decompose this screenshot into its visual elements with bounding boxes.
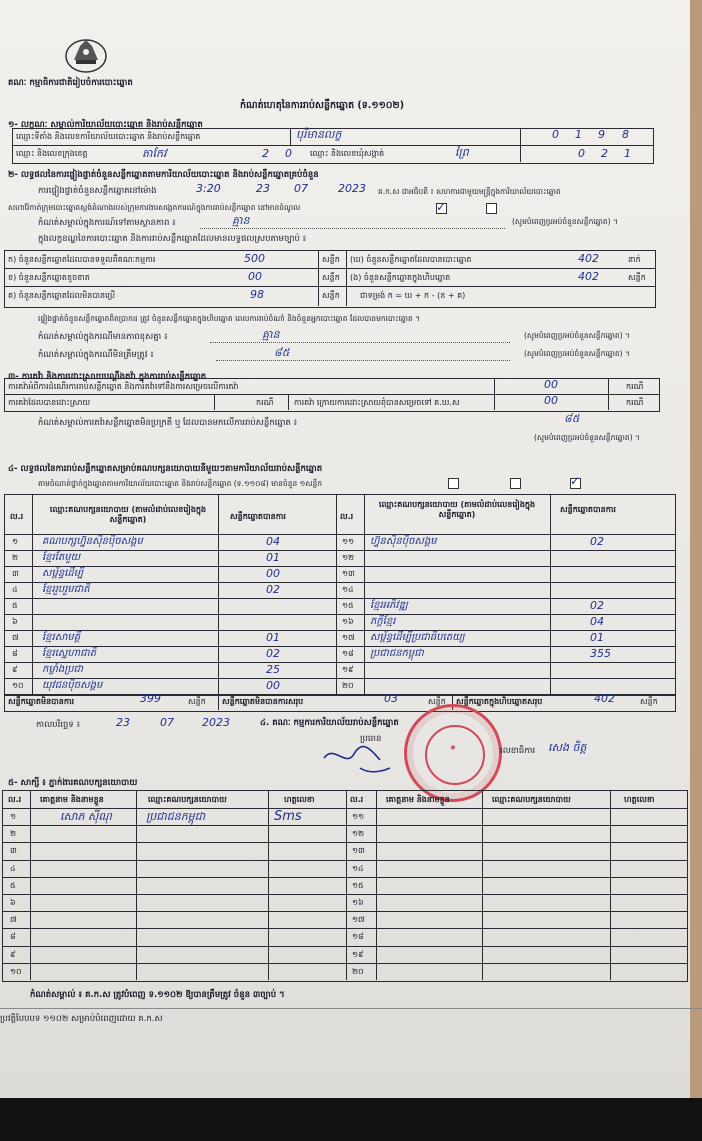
section1-code-b3: 1 — [624, 147, 631, 160]
s5-right-row-no: ២០ — [352, 967, 364, 976]
s4-right-row-party: ហ្វ៊ុនស៊ិនប៉ិចសង្គម — [370, 536, 437, 547]
section3-total-suffix: (សូមបំពេញប្រអប់ចំនួនសន្លឹកឆ្នោត) ។ — [534, 433, 640, 442]
s2-row2-value: 00 — [248, 270, 262, 283]
s5-right-row-no: ១៧ — [352, 915, 365, 924]
s4-right-row-no: ១៣ — [342, 569, 355, 578]
s4-right-row-no: ១៤ — [342, 585, 354, 594]
s5-left-row-no: ៨ — [10, 932, 16, 941]
section2-line1-suffix: គ.ក.ស ជាអធិបតី ៖ សហការជាមួយមន្ត្រីក្នុងការិយាល័យបោះឆ្នោត — [378, 187, 561, 196]
s5-right-row-no: ១៥ — [352, 881, 364, 890]
s4-sum-value-c: 402 — [594, 692, 615, 705]
s5-col-no-right: ល.រ — [350, 795, 364, 804]
s2-row3-unit: សន្លឹក — [322, 291, 340, 300]
section1-row2-num: 2 — [262, 147, 269, 160]
s4-sum-unit-a: សន្លឹក — [188, 697, 206, 706]
s4-right-row-votes: 02 — [590, 599, 604, 612]
count-date-year: 2023 — [338, 182, 366, 195]
s5-left-row-no: ៣ — [10, 846, 17, 855]
s4-date-d: 23 — [116, 716, 130, 729]
s4-left-row-no: ៧ — [12, 633, 19, 642]
checkbox-sheet-1[interactable] — [448, 478, 459, 489]
section2-fill-note-1: (សូមបំពេញប្រអប់ចំនួនសន្លឹកឆ្នោត) ។ — [524, 331, 630, 340]
section1-code-b1: 0 — [578, 147, 585, 160]
section2-note: ផ្ទៀងផ្ទាត់ចំនួនសន្លឹកឆ្នោតពិតប្រាកដ ត្រូវ ចំនួនសន្លឹកឆ្នោតក្នុងហិបឆ្នោត ពេលការរាប់ចំណាំ និងចំនួនអ្នកបោះឆ្នោត ដែលបានមកបោះឆ្នោត ។ — [38, 314, 421, 323]
s3-row1-value: 00 — [544, 378, 558, 391]
s3-row1-unit: ករណី — [626, 382, 644, 391]
section2-line1-prefix: ការផ្ទៀងផ្ទាត់ចំនួនសន្លឹកឆ្នោតនៅម៉ោង — [38, 186, 157, 196]
section1-row2-num2: 0 — [285, 147, 292, 160]
s5-left-row-no: ១០ — [10, 967, 22, 976]
s4-left-row-party: យុវជនប៉ិចសង្គម — [42, 680, 103, 691]
s4-right-row-votes: 02 — [590, 535, 604, 548]
section2-bullet2-label: កំណត់សម្គាល់ក្នុងករណីមិនត្រឹមត្រូវ ៖ — [38, 350, 154, 360]
s4-left-row-votes: 02 — [266, 647, 280, 660]
s4-left-row-no: ៦ — [12, 617, 18, 626]
section1-row2-value-a: តាកែវ — [142, 147, 167, 160]
s4-secretary-signature: សេង ចិត្ត — [548, 741, 587, 754]
s4-left-row-votes: 01 — [266, 551, 280, 564]
s4-col-no-right: ល.រ — [340, 512, 354, 521]
s4-right-row-party: ភក្តីខ្មែរ — [370, 616, 396, 627]
s2-row2-right-label: (ង) ចំនួនសន្លឹកឆ្នោតក្នុងហិបឆ្នោត — [350, 273, 451, 282]
section1-code-1: 0 — [552, 128, 559, 141]
section1-row1-label: ឈ្មោះទីតាំង និងលេខការិយាល័យបោះឆ្នោត និងរាប់សន្លឹកឆ្នោត — [16, 132, 201, 141]
s5-right-row-no: ១៣ — [352, 846, 365, 855]
s4-left-row-no: ៨ — [12, 649, 18, 658]
s4-right-row-party: ប្រជាជនកម្ពុជា — [370, 648, 424, 659]
s3-row2-label: ការតវ៉ាដែលបានដោះស្រាយ — [8, 398, 91, 407]
s2-row2-key: ខ) ចំនួនសន្លឹកឆ្នោតខូចខាត — [8, 273, 90, 282]
s5-left-row-no: ៦ — [10, 898, 16, 907]
s5-col-sign-left: ហត្ថលេខា — [284, 795, 315, 804]
s4-left-row-no: ៩ — [12, 665, 18, 674]
section2-line3-suffix: (សូមបំពេញប្រអប់ចំនួនសន្លឹកឆ្នោត) ។ — [512, 217, 618, 226]
section5-title: ៥- សាក្សី ៖ ភ្នាក់ងារគណបក្សនយោបាយ — [8, 778, 138, 788]
s5-right-row-no: ១៤ — [352, 864, 364, 873]
s4-right-row-no: ១២ — [342, 553, 355, 562]
s4-sum-label-c: សន្លឹកឆ្នោតក្នុងហិបឆ្នោតសរុប — [456, 697, 543, 706]
s4-right-row-no: ១៦ — [342, 617, 354, 626]
count-date-month: 07 — [294, 182, 308, 195]
s4-left-row-votes: 00 — [266, 679, 280, 692]
s4-left-row-party: សម្ព័ន្ធដើម្បី — [42, 568, 84, 579]
section4-summary-row — [4, 694, 676, 712]
s4-left-row-votes: 02 — [266, 583, 280, 596]
check-mark-icon-2: ✓ — [570, 474, 581, 488]
s4-col-votes-left: សន្លឹកឆ្នោតបានការ — [230, 512, 286, 521]
checkbox-no[interactable] — [486, 203, 497, 214]
s4-left-row-party: ខ្មែររួបរួមជាតិ — [42, 584, 90, 595]
s2-row3-key: គ) ចំនួនសន្លឹកឆ្នោតដែលមិនបានប្រើ — [8, 291, 116, 300]
section2-fill-note-2: (សូមបំពេញប្រអប់ចំនួនសន្លឹកឆ្នោត) ។ — [524, 349, 630, 358]
s5-left-row-no: ៩ — [10, 950, 16, 959]
s4-right-row-no: ១៧ — [342, 633, 355, 642]
s4-left-row-party: កម្លាំងប្រជា — [42, 664, 84, 675]
section5-bottom-note: ប្រវត្តិបែបបទ ១១០២ សម្រាប់បំពេញដោយ គ.ក.ស — [0, 1014, 163, 1024]
institution-name: គណៈ កម្មាធិការជាតិរៀបចំការបោះឆ្នោត — [8, 78, 133, 88]
s4-left-row-party: ខ្មែរស្នេហាជាតិ — [42, 648, 96, 659]
section2-bullet2-value: ៨៥ — [274, 346, 290, 359]
s5-left-row-no: ៥ — [10, 881, 16, 890]
s5-row1-sign: Sms — [274, 809, 302, 824]
s4-right-row-no: ១៨ — [342, 649, 354, 658]
s2-row2-unit: សន្លឹក — [322, 273, 340, 282]
s4-left-row-party: ខ្មែរសាមគ្គី — [42, 632, 81, 643]
s4-left-row-no: ១០ — [12, 681, 24, 690]
nec-logo-icon — [64, 34, 108, 74]
s5-col-name-right: គោត្តនាម និងនាមខ្លួន — [386, 795, 450, 804]
section1-row2-label-b: ឈ្មោះ និងលេខឃុំសង្កាត់ — [310, 149, 385, 158]
s4-committee-label: ៤. គណៈ កម្មការការិយាល័យរាប់សន្លឹកឆ្នោត — [260, 718, 399, 728]
s4-col-no-left: ល.រ — [10, 512, 24, 521]
s5-right-row-no: ១១ — [352, 812, 365, 821]
s5-col-name-left: គោត្តនាម និងនាមខ្លួន — [40, 795, 104, 804]
s5-row1-name: សោភ ស៊ីណុ — [60, 810, 112, 823]
s4-sum-unit-b: សន្លឹក — [428, 697, 446, 706]
s5-col-party-left: ឈ្មោះគណបក្សនយោបាយ — [148, 795, 227, 804]
s4-left-row-votes: 01 — [266, 631, 280, 644]
section2-line4: ក្នុងលក្ខខណ្ឌនៃការបោះឆ្នោត និងការរាប់សន្លឹកឆ្នោតដែលមានលទ្ធផលស្របតាមច្បាប់ ៖ — [38, 234, 307, 244]
s3-row1-label: ការតវ៉ាអំពីការដំណើរការរាប់សន្លឹកឆ្នោត និងការតវ៉ាទៅនឹងការសម្រេចលើការតវ៉ា — [8, 382, 239, 391]
s4-left-row-no: ២ — [12, 553, 19, 562]
section2-line2: សហារ៉ែកាត់ក្រុមបោះឆ្នោតស្តង់តំណាងរបស់ក្រុមការងារសង្កេតការណ៍ក្នុងការរាប់សន្លឹកឆ្នោត នៅមានចំណូល — [8, 203, 301, 212]
s4-right-row-votes: 04 — [590, 615, 604, 628]
s4-left-row-no: ៣ — [12, 569, 19, 578]
s3-row2-value: 00 — [544, 394, 558, 407]
s2-row1-unit: សន្លឹក — [322, 255, 340, 264]
section1-code-2: 1 — [575, 128, 582, 141]
s4-left-row-no: ៤ — [12, 585, 18, 594]
count-time: 3:20 — [196, 182, 221, 195]
section2-bullet1-value: គ្មាន — [262, 328, 280, 341]
s2-row1-right-unit: នាក់ — [628, 255, 641, 264]
section5-footer-note: កំណត់សម្គាល់ ៖ គ.ក.ស ត្រូវបំពេញ ទ.១១០២ ឱ្យបានត្រឹមត្រូវ ចំនួន ៣ច្បាប់ ។ — [30, 990, 285, 1000]
count-date-day: 23 — [256, 182, 270, 195]
chair-signature — [320, 738, 400, 782]
s4-left-row-votes: 25 — [266, 663, 280, 676]
s4-sum-label-a: សន្លឹកឆ្នោតមិនបានការ — [8, 697, 75, 706]
s5-right-row-no: ១៦ — [352, 898, 364, 907]
section2-line3-label: កំណត់សម្គាល់ក្នុងការណ៍ទៅតាមស្ថានភាព ៖ — [38, 218, 176, 228]
section2-line3-value: គ្មាន — [232, 214, 250, 227]
s5-left-row-no: ១ — [10, 812, 17, 821]
s4-date-m: 07 — [160, 716, 174, 729]
section4-title: ៤- លទ្ធផលនៃការរាប់សន្លឹកឆ្នោតសម្រាប់គណបក្សនយោបាយនីមួយៗតាមការិយាល័យរាប់សន្លឹកឆ្នោត — [8, 464, 323, 474]
s5-left-row-no: ២ — [10, 829, 17, 838]
s5-left-row-no: ៧ — [10, 915, 17, 924]
section3-total-label: កំណត់សម្គាល់ការតវ៉ាសន្លឹកឆ្នោតមិនប្រក្រតី ឬ ដែលបានមកលើការរាប់សន្លឹកឆ្នោត ៖ — [38, 418, 298, 428]
section1-row2-label-a: ឈ្មោះ និងលេខក្រុងខេត្ត — [16, 149, 88, 158]
s4-right-row-party: សម្ព័ន្ធដើម្បីប្រជាធិបតេយ្យ — [370, 632, 465, 643]
s4-left-row-party: គណបក្សហ្វ៊ុនស៊ិនប៉ិចសង្គម — [42, 536, 143, 547]
s4-right-row-no: ១១ — [342, 537, 355, 546]
s4-sum-value-b: 03 — [384, 692, 398, 705]
s4-right-row-no: ១៩ — [342, 665, 354, 674]
s5-left-row-no: ៤ — [10, 864, 16, 873]
s4-right-row-party: ខ្មែរអភិវឌ្ឍ — [370, 600, 408, 611]
section1-row2-value-b: ព្រៃ — [455, 146, 469, 159]
s2-row2-right-value: 402 — [578, 270, 599, 283]
s3-row2-unit: ករណី — [256, 398, 274, 407]
s4-left-row-no: ៥ — [12, 601, 18, 610]
s4-left-row-votes: 04 — [266, 535, 280, 548]
s2-row1-key: ក) ចំនួនសន្លឹកឆ្នោតដែលបានទទួលពីគណៈកម្មការ — [8, 255, 156, 264]
s4-sum-unit-c: សន្លឹក — [640, 697, 658, 706]
s4-col-party-right: ឈ្មោះគណបក្សនយោបាយ (តាមលំដាប់លេខរៀងក្នុងសន្លឹកឆ្នោត) — [378, 500, 536, 519]
table-edge — [690, 0, 702, 1098]
section2-bullet1-label: កំណត់សម្គាល់ក្នុងករណីមានភាពខុសគ្នា ៖ — [38, 332, 168, 342]
s4-col-votes-right: សន្លឹកឆ្នោតបានការ — [560, 505, 616, 514]
s5-col-sign-right: ហត្ថលេខា — [624, 795, 655, 804]
s4-left-row-party: ខ្មែរតែមួយ — [42, 552, 81, 563]
s2-row1-value: 500 — [244, 252, 265, 265]
section1-code-b2: 2 — [601, 147, 608, 160]
section3-title: ៣- ការតវ៉ា និងការដោះស្រាយបណ្ដឹងតវ៉ា ក្នុងការរាប់សន្លឹកឆ្នោត — [8, 372, 207, 382]
s5-right-row-no: ១២ — [352, 829, 365, 838]
s2-row2-right-unit: សន្លឹក — [628, 273, 646, 282]
s4-secretary-label: លេខាធិការ — [500, 746, 536, 756]
s2-row1-right-label: (ឃ) ចំនួនសន្លឹកឆ្នោតដែលបានបោះឆ្នោត — [350, 255, 472, 264]
s5-right-row-no: ១៨ — [352, 932, 364, 941]
official-stamp: ★ — [404, 704, 502, 802]
section1-code-4: 8 — [622, 128, 629, 141]
s4-right-row-no: ១៥ — [342, 601, 354, 610]
s4-right-row-votes: 01 — [590, 631, 604, 644]
section1-title: ១- លក្ខណៈ សម្គាល់ការិយាល័យបោះឆ្នោត និងរាប់សន្លឹកឆ្នោត — [8, 120, 203, 130]
section4-subtitle: តាមចំណាត់ថ្នាក់ក្នុងឆ្នោតតាមការិយាល័យបោះឆ្នោត និងរាប់សន្លឹកឆ្នោត (ទ.១១០៨) មានចំនួន ១សន្លឹក — [38, 479, 323, 488]
s4-left-row-no: ១ — [12, 537, 19, 546]
check-mark-icon: ✓ — [436, 200, 447, 214]
s4-chair-label: ប្រធាន — [360, 734, 382, 744]
section1-row1-value: បុរីមានលក្ខ — [296, 128, 342, 141]
form-title: កំណត់ហេតុនៃការរាប់សន្លឹកឆ្នោត (ទ.១១០២) — [240, 100, 405, 111]
s4-left-row-votes: 00 — [266, 567, 280, 580]
s3-row2-mid: ការតវ៉ា ក្រោយការដោះស្រាយពុំបានសម្រេចទៅ គ.ឃ.ស — [294, 398, 460, 407]
s4-right-row-no: ២០ — [342, 681, 354, 690]
s2-row1-right-value: 402 — [578, 252, 599, 265]
s3-row2-unit2: ករណី — [626, 398, 644, 407]
s4-col-party-left: ឈ្មោះគណបក្សនយោបាយ (តាមលំដាប់លេខរៀងក្នុងសន្លឹកឆ្នោត) — [49, 505, 207, 524]
s4-right-row-votes: 355 — [590, 647, 611, 660]
s4-date-y: 2023 — [202, 716, 230, 729]
s4-sum-label-b: សន្លឹកឆ្នោតមិនបានការសរុប — [222, 697, 304, 706]
s5-col-no-left: ល.រ — [8, 795, 22, 804]
s2-row3-right-label: ជាទម្រង់ ក = ឃ + ក - (ខ + គ) — [360, 291, 466, 300]
s5-row1-party: ប្រជាជនកម្ពុជា — [146, 810, 206, 823]
section2-title: ២- លទ្ធផលនៃការផ្ទៀងផ្ទាត់ចំនួនសន្លឹកឆ្នោតតាមការិយាល័យបោះឆ្នោត និងរាប់សន្លឹកឆ្នោតគ្រប់ចំនួន — [8, 170, 319, 180]
section3-total-value: ៨៥ — [564, 412, 580, 425]
checkbox-sheet-2[interactable] — [510, 478, 521, 489]
s2-row3-value: 98 — [250, 288, 264, 301]
section1-code-3: 9 — [598, 128, 605, 141]
s5-right-row-no: ១៩ — [352, 950, 364, 959]
s4-date-label: កាលបរិច្ឆេទ ៖ — [36, 720, 81, 730]
s5-col-party-right: ឈ្មោះគណបក្សនយោបាយ — [492, 795, 571, 804]
s4-sum-value-a: 399 — [140, 692, 161, 705]
